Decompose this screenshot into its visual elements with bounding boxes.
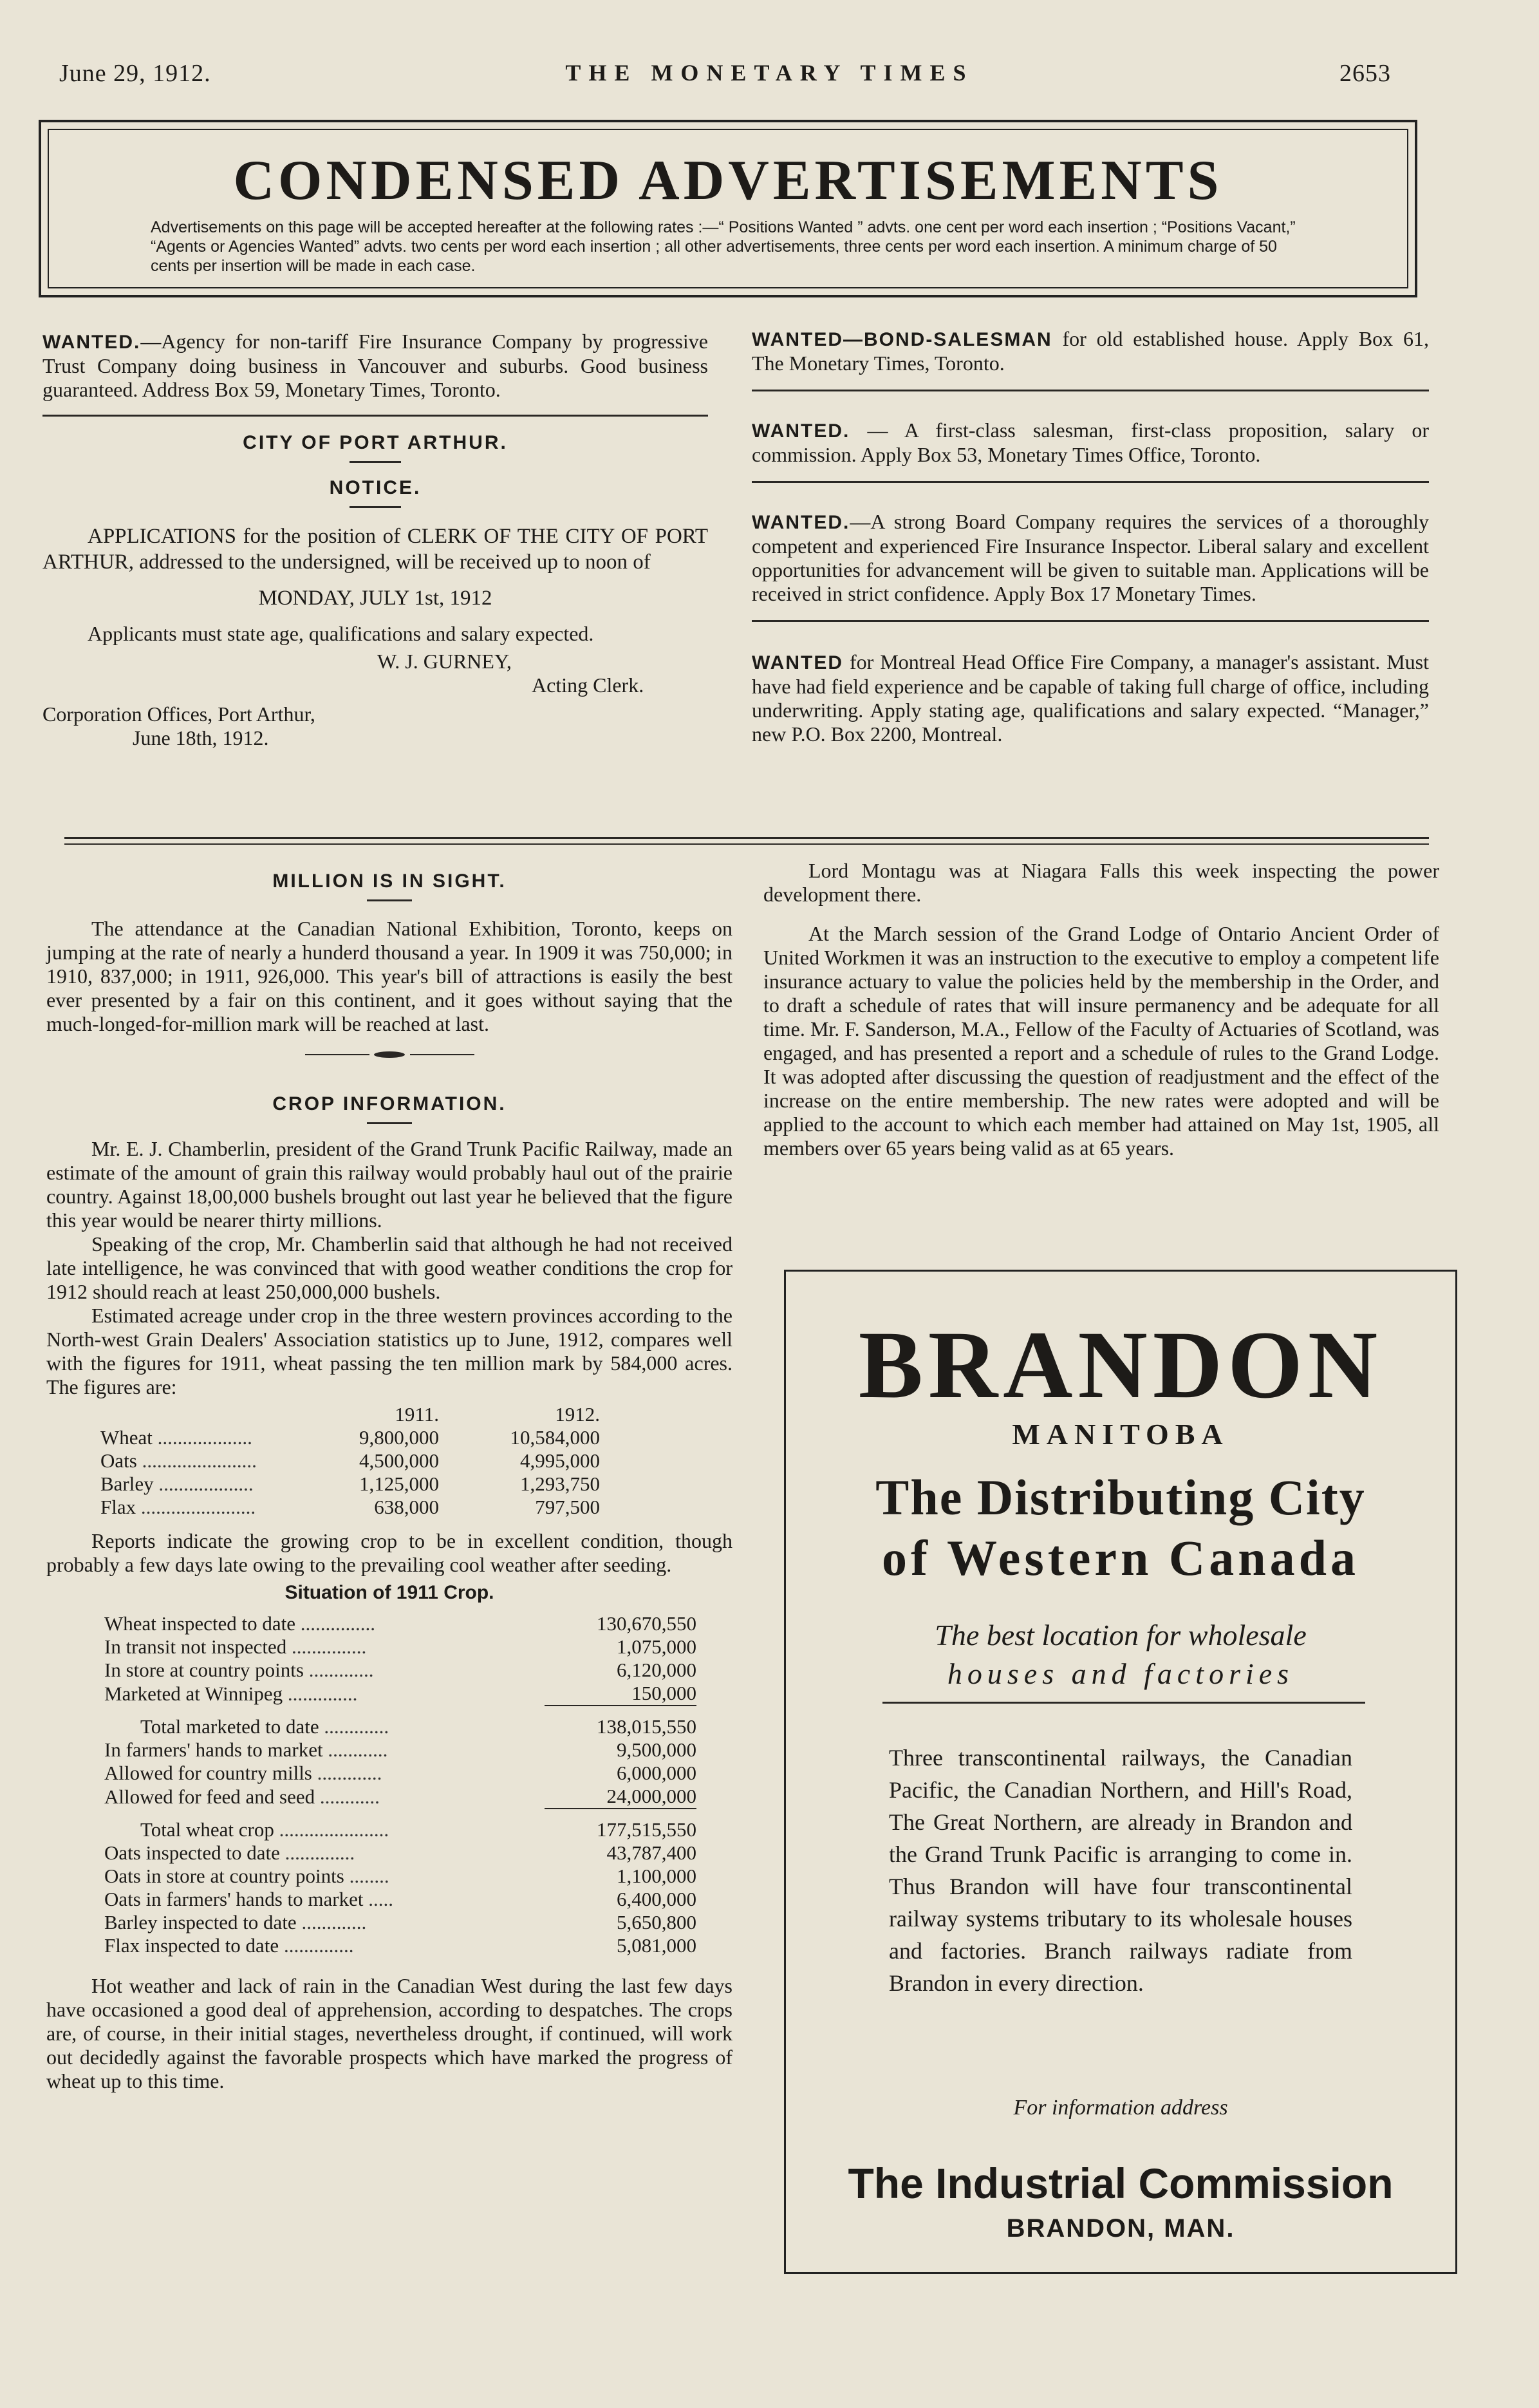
ad-salesman (752, 419, 1429, 467)
row-value-1911: 638,000 (374, 1496, 439, 1518)
port-arthur-title: CITY OF PORT ARTHUR. (243, 432, 508, 453)
ad-text: for old established house. Apply Box 61, The Monetary Times, Toronto. (752, 327, 1429, 375)
row-value-1912: 4,995,000 (520, 1449, 600, 1472)
row-value: 6,400,000 (617, 1888, 696, 1910)
running-date: June 29, 1912. (59, 60, 211, 87)
crop-p5: Hot weather and lack of rain in the Canadian West during the last few days have occasioned a good deal of apprehension, according to despatches. The crops are, of course, in their initial stages, nevertheless drought, if continued, will work out decidedly against the favorable prospects which have marked the progress of wheat up to this time. (46, 1974, 732, 2093)
ad-keyword: WANTED—BOND-SALESMAN (752, 329, 1052, 350)
divider (752, 390, 1429, 391)
row-label: Oats in store at country points (104, 1865, 344, 1887)
port-arthur-notice: NOTICE. (329, 477, 422, 498)
table-row: Marketed at Winnipeg .............. 150,000 (104, 1682, 696, 1705)
page-number: 2653 (1339, 60, 1391, 87)
row-label: In transit not inspected (104, 1635, 287, 1658)
left-ads-column (42, 330, 708, 750)
million-title: MILLION IS IN SIGHT. (272, 870, 507, 892)
row-label: Marketed at Winnipeg (104, 1682, 283, 1705)
acreage-table (46, 1403, 732, 1519)
row-value: 9,500,000 (617, 1738, 696, 1761)
table-row: Oats ....................... 4,500,000 4,995,000 (100, 1449, 600, 1472)
row-value: 6,000,000 (617, 1762, 696, 1784)
row-label: Oats inspected to date (104, 1841, 280, 1864)
table-row: Barley inspected to date ............. 5,650,800 (104, 1911, 696, 1933)
port-arthur-signer-title: Acting Clerk. (532, 673, 644, 697)
brandon-tagline-1: The best location for wholesale (935, 1619, 1307, 1651)
row-value-1911: 1,125,000 (359, 1472, 439, 1495)
million-text: The attendance at the Canadian National Exhibition, Toronto, keeps on jumping at the rate of nearly a hunderd thousand a year. In 1909 it was 750,000; in 1910, 837,000; in 1911, 926,000. This year's bill of attractions is easily the best ever presented by a fair on this continent, and it goes without saying that the much-longed-for-million mark will be reached at last. (46, 917, 732, 1035)
short-rule (350, 461, 401, 463)
condensed-ads-box (39, 120, 1417, 297)
port-arthur-signer: W. J. GURNEY, (377, 650, 512, 673)
row-value-1911: 4,500,000 (359, 1449, 439, 1472)
right-news-column (763, 859, 1439, 1160)
situation-title: Situation of 1911 Crop. (284, 1582, 494, 1603)
row-value-1912: 1,293,750 (520, 1472, 600, 1495)
row-value: 1,075,000 (617, 1635, 696, 1658)
ad-keyword: WANTED. (752, 512, 850, 533)
acreage-header-1911: 1911. (395, 1403, 439, 1425)
table-row: Wheat inspected to date ............... 130,670,550 (104, 1612, 696, 1635)
row-label: Total wheat crop (140, 1818, 274, 1841)
row-label: Flax inspected to date (104, 1934, 279, 1957)
table-row: Oats in store at country points ........ 1,100,000 (104, 1865, 696, 1887)
row-value: 150,000 (631, 1682, 696, 1704)
ad-text: for Montreal Head Office Fire Company, a manager's assistant. Must have had field experience and be capable of taking full charge of office, including underwriting. Apply stating age, qualifications and salary expected. “Manager,” new P.O. Box 2200, Montreal. (752, 650, 1429, 746)
table-row: In transit not inspected ............... 1,075,000 (104, 1635, 696, 1658)
divider (42, 415, 708, 417)
total-rule-row (104, 1706, 748, 1715)
row-label: Barley (100, 1472, 154, 1495)
row-value-1912: 10,584,000 (510, 1426, 600, 1449)
row-value-1912: 797,500 (535, 1496, 600, 1518)
row-label: Barley inspected to date (104, 1911, 297, 1933)
divider (752, 481, 1429, 483)
row-label: Allowed for country mills (104, 1762, 312, 1784)
short-rule (350, 506, 401, 508)
ornament-rule (46, 1041, 732, 1065)
row-value: 138,015,550 (597, 1715, 696, 1738)
row-value: 43,787,400 (606, 1841, 696, 1864)
table-row: In farmers' hands to market ............ 9,500,000 (104, 1738, 696, 1761)
ad-text: —A strong Board Company requires the services of a thoroughly competent and experienced Fire Insurance Inspector. Liberal salary and excellent opportunities for advancement will be given to suitable man. Applications will be received in strict confidence. Apply Box 17 Monetary Times. (752, 510, 1429, 605)
table-row: Total marketed to date ............. 138,015,550 (140, 1715, 696, 1738)
section-rule-top (64, 837, 1429, 839)
row-label: Flax (100, 1496, 136, 1518)
row-value: 1,100,000 (617, 1865, 696, 1887)
brandon-tagline-2: houses and factories (947, 1657, 1294, 1690)
row-label: Allowed for feed and seed (104, 1785, 315, 1808)
short-rule (367, 1122, 412, 1124)
row-value: 5,081,000 (617, 1934, 696, 1957)
condensed-ads-rates: Advertisements on this page will be accepted hereafter at the following rates :—“ Positions Wanted ” advts. one cent per word each insertion ; “Positions Vacant,” “Agents or Agencies Wanted” advts. two cents per word each insertion ; all other advertisements, three cents per word each insertion. A minimum charge of 50 cents per insertion will be made in each case. (151, 218, 1296, 275)
row-label: Oats (100, 1449, 137, 1472)
left-news-column (46, 869, 732, 2093)
table-row: Oats in farmers' hands to market ..... 6,400,000 (104, 1888, 696, 1910)
crop-p3: Estimated acreage under crop in the three western provinces according to the North-west Grain Dealers' Association statistics up to June, 1912, compares well with the figures for 1911, wheat passing the ten million mark by 584,000 acres. The figures are: (46, 1304, 732, 1398)
row-label: Wheat (100, 1426, 153, 1449)
acreage-header-1912: 1912. (555, 1403, 600, 1425)
port-arthur-date: MONDAY, JULY 1st, 1912 (258, 587, 492, 610)
brandon-info: For information address (1013, 2096, 1228, 2120)
row-value: 177,515,550 (597, 1818, 696, 1841)
brandon-body: Three transcontinental railways, the Canadian Pacific, the Canadian Northern, and Hill's Road, The Great Northern, are already in Brandon and the Grand Trunk Pacific is arranging to come in. Thus Brandon will have four transcontinental railway systems tributary to its wholesale houses and factories. Branch railways radiate from Brandon in every direction. (889, 1745, 1352, 1996)
table-row: Flax inspected to date .............. 5,081,000 (104, 1934, 696, 1957)
table-row: In store at country points ............. 6,120,000 (104, 1659, 696, 1681)
ad-text: — A first-class salesman, first-class proposition, salary or commission. Apply Box 53, Monetary Times Office, Toronto. (752, 419, 1429, 466)
divider (752, 620, 1429, 622)
brandon-org: The Industrial Commission (848, 2159, 1394, 2207)
brandon-province: MANITOBA (1012, 1418, 1229, 1451)
table-row: Oats inspected to date .............. 43,787,400 (104, 1841, 696, 1864)
acreage-header-row (46, 1403, 732, 1426)
crop-p4: Reports indicate the growing crop to be in excellent condition, though probably a few days late owing to the prevailing cool weather after seeding. (46, 1529, 732, 1576)
crop-p1: Mr. E. J. Chamberlin, president of the Grand Trunk Pacific Railway, made an estimate of the amount of grain this railway would probably haul out of the prairie country. Against 18,00,000 bushels brought out last year he believed that the figure this year would be nearer thirty millions. (46, 1137, 732, 1232)
condensed-ads-title: CONDENSED ADVERTISEMENTS (233, 149, 1223, 212)
section-rule-bottom (64, 843, 1429, 845)
row-value-1911: 9,800,000 (359, 1426, 439, 1449)
brandon-name: BRANDON (858, 1312, 1383, 1418)
row-label: Wheat inspected to date (104, 1612, 295, 1635)
row-value: 130,670,550 (597, 1612, 696, 1635)
row-value: 6,120,000 (617, 1659, 696, 1681)
ad-keyword: WANTED (752, 652, 843, 673)
brandon-divider (882, 1702, 1365, 1704)
row-value: 5,650,800 (617, 1911, 696, 1933)
ad-bond-salesman (752, 327, 1429, 375)
brandon-headline-1: The Distributing City (875, 1469, 1366, 1525)
ad-agency-wanted (42, 330, 708, 402)
brandon-advertisement (784, 1270, 1457, 2274)
ad-text: —Agency for non-tariff Fire Insurance Company by progressive Trust Company doing business in Vancouver and suburbs. Good business guaranteed. Address Box 59, Monetary Times, Toronto. (42, 330, 708, 401)
total-rule-row (104, 1809, 748, 1818)
row-label: Total marketed to date (140, 1715, 319, 1738)
table-row: Wheat ................... 9,800,000 10,584,000 (100, 1426, 600, 1449)
port-arthur-applicants: Applicants must state age, qualifications and salary expected. (88, 622, 594, 645)
brandon-city: BRANDON, MAN. (1006, 2214, 1235, 2243)
port-arthur-office-date: June 18th, 1912. (133, 726, 269, 749)
masthead-title: THE MONETARY TIMES (565, 60, 974, 86)
table-row: Total wheat crop ...................... 177,515,550 (140, 1818, 696, 1841)
row-value: 24,000,000 (606, 1785, 696, 1807)
table-row: Allowed for feed and seed ............ 24,000,000 (104, 1785, 696, 1808)
table-row: Flax ....................... 638,000 797,500 (100, 1496, 600, 1518)
right-ads-column (752, 327, 1429, 746)
table-row: Barley ................... 1,125,000 1,293,750 (100, 1472, 600, 1495)
short-rule (367, 899, 412, 901)
crop-title: CROP INFORMATION. (272, 1093, 507, 1115)
ad-keyword: WANTED. (42, 332, 141, 353)
row-label: Oats in farmers' hands to market (104, 1888, 364, 1910)
news-montagu: Lord Montagu was at Niagara Falls this week inspecting the power development there. (763, 859, 1439, 906)
row-label: In store at country points (104, 1659, 304, 1681)
crop-p2: Speaking of the crop, Mr. Chamberlin said that although he had not received late intelligence, he was convinced that with good weather conditions the crop for 1912 should reach at least 250,000,000 bushels. (46, 1232, 732, 1303)
port-arthur-office: Corporation Offices, Port Arthur, (42, 702, 315, 726)
row-label: In farmers' hands to market (104, 1738, 323, 1761)
ad-fire-inspector (752, 510, 1429, 606)
brandon-headline-2: of Western Canada (882, 1530, 1359, 1586)
ad-keyword: WANTED. (752, 420, 850, 442)
port-arthur-body: APPLICATIONS for the position of CLERK OF THE CITY OF PORT ARTHUR, addressed to the undersigned, will be received up to noon of (42, 525, 708, 574)
ad-managers-assistant (752, 650, 1429, 746)
table-row: Allowed for country mills ............. 6,000,000 (104, 1762, 696, 1784)
situation-table (104, 1612, 748, 1957)
news-grand-lodge: At the March session of the Grand Lodge of Ontario Ancient Order of United Workmen it was an instruction to the executive to employ a competent life insurance actuary to value the policies held by the membership in the Order, and to draft a schedule of rates that will insure permanency and be adequate for all time. Mr. F. Sanderson, M.A., Fellow of the Faculty of Actuaries of Scotland, was engaged, and has presented a report and a schedule of rules to the Grand Lodge. It was adopted after discussing the question of readjustment and the effect of the increase on the entire membership. The new rates were adopted and will be applied to the account to which each member had attained on May 1st, 1905, all members over 65 years being valid as at 65 years. (763, 922, 1439, 1160)
